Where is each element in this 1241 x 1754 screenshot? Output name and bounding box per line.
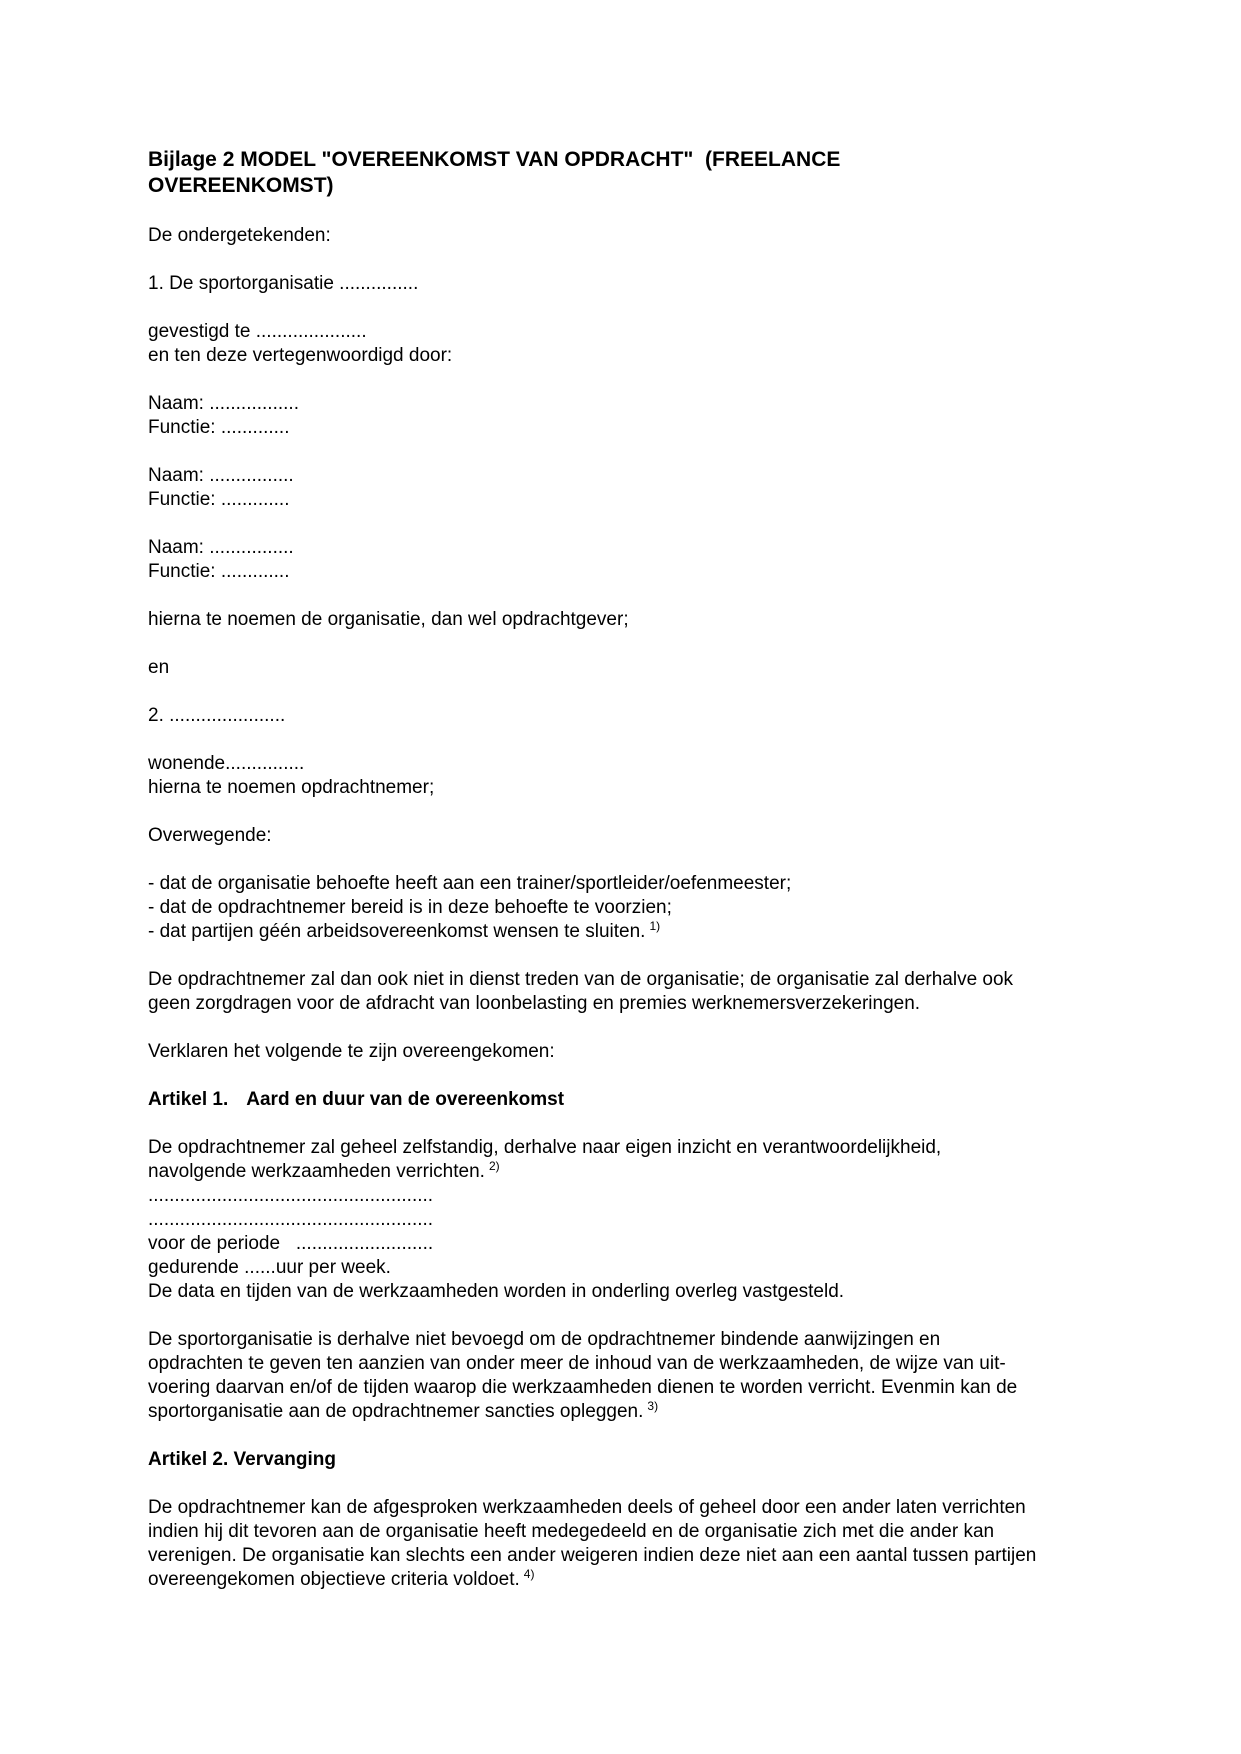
signatory-naam: Naam: ................ — [148, 537, 294, 558]
blank-dots-line: ...................................................... — [148, 1209, 434, 1230]
article1-paragraph2 — [148, 1328, 1098, 1424]
vertegenwoordigd-line: en ten deze vertegenwoordigd door: — [148, 345, 453, 366]
dienst-paragraph — [148, 968, 1098, 1016]
paragraph-line: De opdrachtnemer kan de afgesproken werkzaamheden deels of geheel door een ander laten verrichten — [148, 1497, 1026, 1518]
signatory-block — [148, 464, 1098, 512]
party1-line: 1. De sportorganisatie ............... — [148, 273, 419, 294]
paragraph-line: verenigen. De organisatie kan slechts een ander weigeren indien deze niet aan een aantal tussen partijen — [148, 1545, 1037, 1566]
signatory-block — [148, 536, 1098, 584]
document-title — [148, 147, 1098, 199]
title-line: Bijlage 2 MODEL "OVEREENKOMST VAN OPDRACHT" (FREELANCE — [148, 148, 841, 171]
paragraph-line: geen zorgdragen voor de afdracht van loonbelasting en premies werknemersverzekeringen. — [148, 993, 921, 1014]
consideration-text: - dat partijen géén arbeidsovereenkomst wensen te sluiten. — [148, 921, 646, 942]
article1-title: Aard en duur van de overeenkomst — [246, 1089, 565, 1110]
paragraph-line — [148, 1400, 1098, 1424]
consideration-item: - dat de opdrachtnemer bereid is in deze behoefte te voorzien; — [148, 897, 672, 918]
paragraph-line: De opdrachtnemer zal geheel zelfstandig, derhalve naar eigen inzicht en verantwoordelijkheid, — [148, 1137, 942, 1158]
en-line: en — [148, 657, 170, 678]
title-line: OVEREENKOMST) — [148, 174, 334, 197]
gevestigd-line: gevestigd te ..................... — [148, 321, 367, 342]
wonende-line: wonende............... — [148, 753, 305, 774]
paragraph-line: De opdrachtnemer zal dan ook niet in dienst treden van de organisatie; de organisatie zal derhalve ook — [148, 969, 1014, 990]
party2-details — [148, 752, 1098, 800]
paragraph-text: navolgende werkzaamheden verrichten. — [148, 1161, 485, 1182]
paragraph-line: indien hij dit tevoren aan de organisatie heeft medegedeeld en de organisatie zich met die ander kan — [148, 1521, 995, 1542]
data-tijden-line: De data en tijden van de werkzaamheden worden in onderling overleg vastgesteld. — [148, 1281, 845, 1302]
paragraph-line: De sportorganisatie is derhalve niet bevoegd om de opdrachtnemer bindende aanwijzingen en — [148, 1329, 941, 1350]
signatory-functie: Functie: ............. — [148, 489, 290, 510]
hierna-opdrachtnemer-line: hierna te noemen opdrachtnemer; — [148, 777, 435, 798]
footnote-ref: 4) — [523, 1567, 535, 1581]
paragraph-line — [148, 1568, 1098, 1592]
signatory-block — [148, 392, 1098, 440]
verklaren-line: Verklaren het volgende te zijn overeengekomen: — [148, 1041, 555, 1062]
article1-number: Artikel 1. — [148, 1089, 229, 1110]
periode-line: voor de periode .......................... — [148, 1233, 434, 1254]
ondergetekenden-text: De ondergetekenden: — [148, 225, 331, 246]
paragraph-line: opdrachten te geven ten aanzien van onder meer de inhoud van de werkzaamheden, de wijze van uit- — [148, 1353, 1006, 1374]
considerations-list — [148, 872, 1098, 944]
article1-heading — [148, 1088, 1098, 1112]
footnote-ref: 1) — [649, 919, 661, 933]
paragraph-line — [148, 1160, 1098, 1184]
consideration-item — [148, 920, 1098, 944]
footnote-ref: 3) — [647, 1399, 659, 1413]
gedurende-line: gedurende ......uur per week. — [148, 1257, 391, 1278]
paragraph-line: voering daarvan en/of de tijden waarop die werkzaamheden dienen te worden verricht. Evenmin kan de — [148, 1377, 1018, 1398]
document-page — [148, 147, 1098, 1616]
signatory-naam: Naam: ................. — [148, 393, 299, 414]
article1-paragraph1 — [148, 1136, 1098, 1304]
signatory-naam: Naam: ................ — [148, 465, 294, 486]
overwegende-label: Overwegende: — [148, 825, 272, 846]
footnote-ref: 2) — [488, 1159, 500, 1173]
paragraph-text: sportorganisatie aan de opdrachtnemer sancties opleggen. — [148, 1401, 644, 1422]
hierna-organisatie-line: hierna te noemen de organisatie, dan wel opdrachtgever; — [148, 609, 629, 630]
party2-line: 2. ...................... — [148, 705, 286, 726]
paragraph-text: overeengekomen objectieve criteria voldoet. — [148, 1569, 520, 1590]
blank-dots-line: ...................................................... — [148, 1185, 434, 1206]
party1-location — [148, 320, 1098, 368]
article2-paragraph — [148, 1496, 1098, 1592]
article2-heading: Artikel 2. Vervanging — [148, 1449, 336, 1470]
signatory-functie: Functie: ............. — [148, 561, 290, 582]
signatory-functie: Functie: ............. — [148, 417, 290, 438]
consideration-item: - dat de organisatie behoefte heeft aan een trainer/sportleider/oefenmeester; — [148, 873, 792, 894]
